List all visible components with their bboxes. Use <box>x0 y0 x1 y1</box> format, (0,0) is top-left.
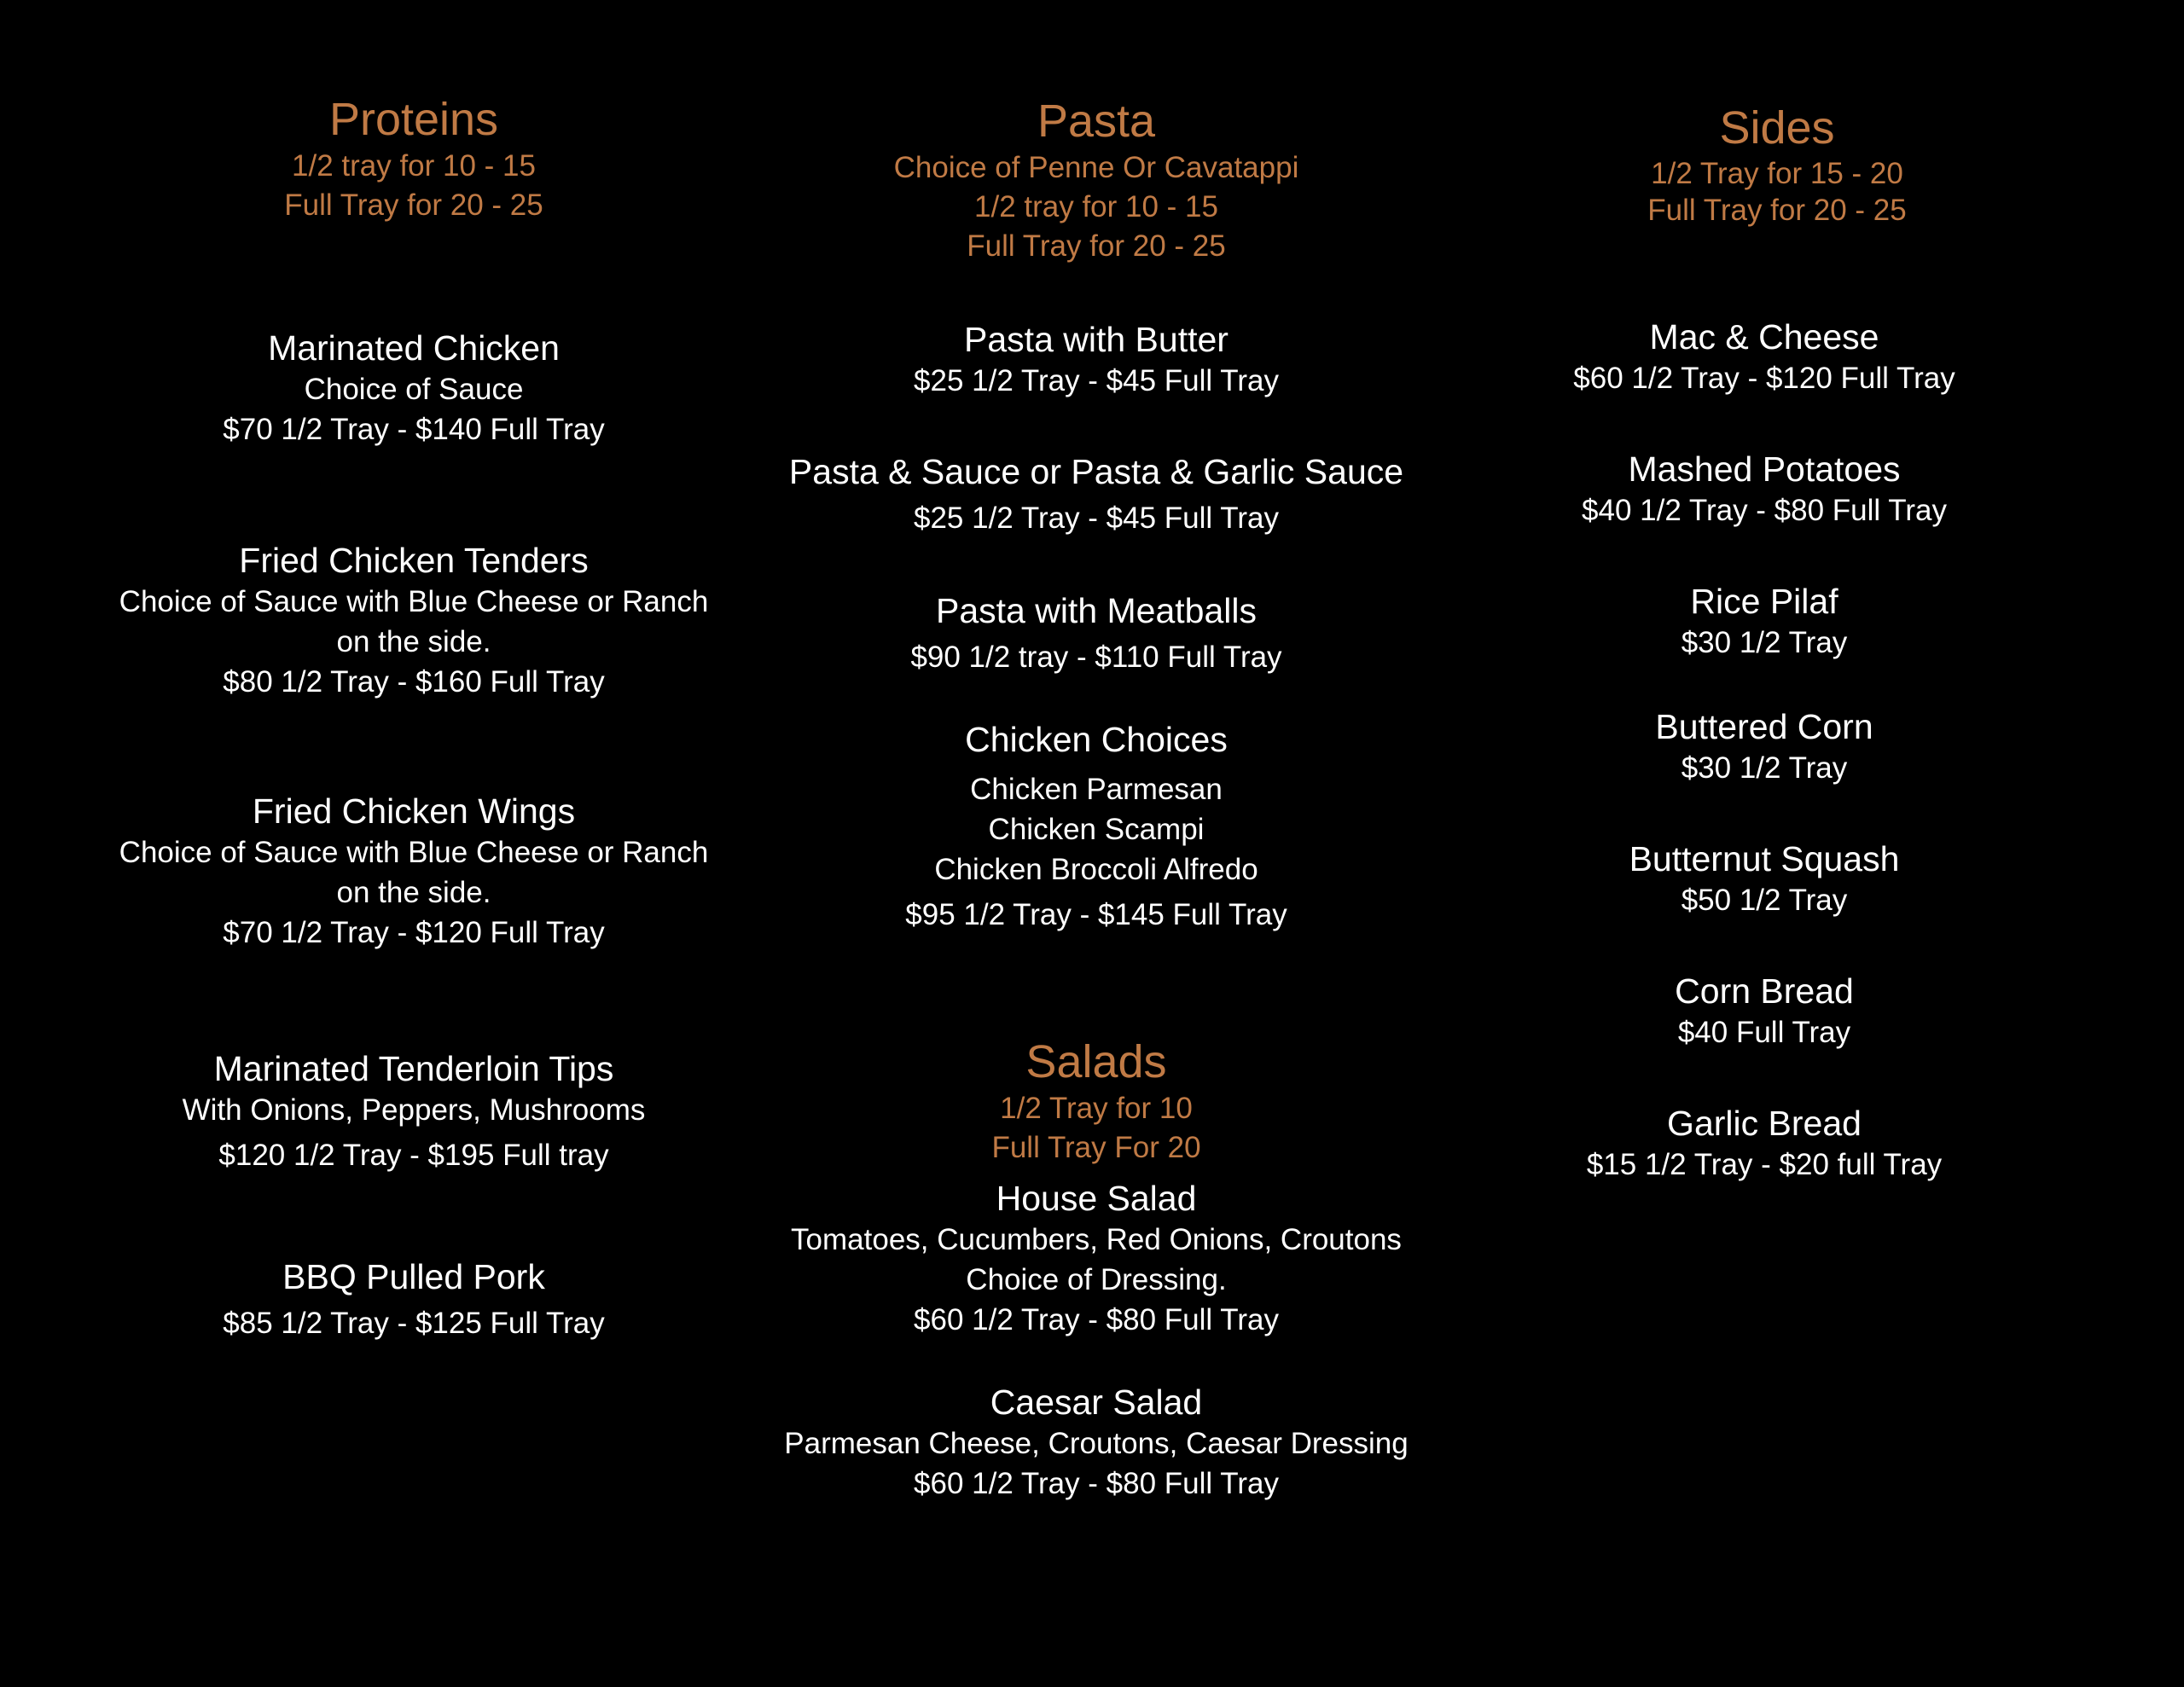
item-price: $40 1/2 Tray - $80 Full Tray <box>1582 494 1947 527</box>
salads-note-1: 1/2 Tray for 10 <box>1000 1092 1193 1125</box>
proteins-header <box>284 92 543 225</box>
item-option: Chicken Scampi <box>988 813 1205 846</box>
item-name: House Salad <box>996 1179 1197 1218</box>
item-name: Marinated Tenderloin Tips <box>213 1049 614 1088</box>
item-description: Choice of Dressing. <box>966 1263 1227 1296</box>
item-price: $95 1/2 Tray - $145 Full Tray <box>905 898 1287 931</box>
pasta-note-1: Choice of Penne Or Cavatappi <box>893 151 1299 184</box>
proteins-note-2: Full Tray for 20 - 25 <box>284 188 543 222</box>
sides-header <box>1647 101 1906 229</box>
item-name: BBQ Pulled Pork <box>282 1257 545 1296</box>
item-description: on the side. <box>336 876 491 909</box>
item-description: Choice of Sauce with Blue Cheese or Ranch <box>119 585 709 618</box>
item-price: $60 1/2 Tray - $120 Full Tray <box>1573 362 1955 395</box>
item-description: Parmesan Cheese, Croutons, Caesar Dressing <box>784 1427 1409 1460</box>
sides-note-2: Full Tray for 20 - 25 <box>1647 194 1907 227</box>
sides-note-1: 1/2 Tray for 15 - 20 <box>1651 157 1903 190</box>
pasta-note-3: Full Tray for 20 - 25 <box>967 229 1226 263</box>
item-price: $30 1/2 Tray <box>1681 626 1848 659</box>
item-name: Mashed Potatoes <box>1628 449 1901 489</box>
menu-item-house-salad <box>791 1177 1402 1340</box>
item-name: Mac & Cheese <box>1649 317 1879 357</box>
item-price: $85 1/2 Tray - $125 Full Tray <box>223 1307 605 1340</box>
pasta-title: Pasta <box>1037 96 1156 147</box>
item-description: on the side. <box>336 625 491 658</box>
pasta-header <box>894 94 1299 266</box>
sides-title: Sides <box>1719 102 1835 154</box>
item-name: Caesar Salad <box>990 1383 1203 1422</box>
item-price: $50 1/2 Tray <box>1681 884 1848 917</box>
menu-item-bbq-pulled-pork <box>223 1255 604 1343</box>
menu-item-caesar-salad <box>784 1381 1408 1504</box>
menu-item-garlic-bread <box>1587 1102 1942 1185</box>
item-price: $25 1/2 Tray - $45 Full Tray <box>914 364 1279 397</box>
menu-item-rice-pilaf <box>1682 580 1848 663</box>
item-description: Choice of Sauce <box>304 373 524 406</box>
menu-item-fried-chicken-wings <box>119 790 709 953</box>
item-name: Chicken Choices <box>965 720 1228 759</box>
menu-item-marinated-chicken <box>223 327 604 449</box>
proteins-note-1: 1/2 tray for 10 - 15 <box>292 149 536 183</box>
pasta-note-2: 1/2 tray for 10 - 15 <box>974 190 1218 223</box>
item-name: Rice Pilaf <box>1690 582 1838 621</box>
item-price: $120 1/2 Tray - $195 Full tray <box>218 1139 609 1172</box>
item-price: $90 1/2 tray - $110 Full Tray <box>910 641 1282 674</box>
proteins-title: Proteins <box>328 94 499 145</box>
item-name: Pasta with Butter <box>964 320 1228 359</box>
menu-item-marinated-tenderloin-tips <box>183 1047 646 1175</box>
menu-item-chicken-choices <box>905 718 1287 935</box>
item-description: Tomatoes, Cucumbers, Red Onions, Croutons <box>791 1223 1402 1256</box>
item-name: Marinated Chicken <box>268 328 560 368</box>
item-name: Fried Chicken Tenders <box>239 541 589 580</box>
item-name: Garlic Bread <box>1667 1104 1862 1143</box>
menu-item-butternut-squash <box>1629 838 1900 920</box>
salads-note-2: Full Tray For 20 <box>991 1131 1201 1164</box>
item-price: $25 1/2 Tray - $45 Full Tray <box>914 501 1279 535</box>
menu-item-mac-and-cheese <box>1573 316 1955 398</box>
menu-item-buttered-corn <box>1655 705 1873 788</box>
item-description: With Onions, Peppers, Mushrooms <box>182 1093 646 1127</box>
item-price: $60 1/2 Tray - $80 Full Tray <box>914 1467 1279 1500</box>
menu-item-pasta-with-meatballs <box>910 589 1281 677</box>
item-description: Choice of Sauce with Blue Cheese or Ranch <box>119 836 709 869</box>
item-price: $15 1/2 Tray - $20 full Tray <box>1586 1148 1943 1181</box>
item-name: Butternut Squash <box>1629 839 1900 878</box>
item-option: Chicken Parmesan <box>970 773 1223 806</box>
item-name: Fried Chicken Wings <box>252 791 576 831</box>
salads-title: Salads <box>1025 1036 1167 1087</box>
menu-item-pasta-with-butter <box>914 318 1279 401</box>
salads-header <box>991 1035 1200 1168</box>
item-name: Pasta & Sauce or Pasta & Garlic Sauce <box>788 452 1404 491</box>
item-name: Corn Bread <box>1675 971 1854 1011</box>
menu-item-corn-bread <box>1675 970 1854 1052</box>
item-name: Buttered Corn <box>1655 707 1873 746</box>
menu-item-pasta-and-sauce <box>789 450 1403 538</box>
item-price: $80 1/2 Tray - $160 Full Tray <box>223 665 605 699</box>
item-price: $40 Full Tray <box>1677 1016 1851 1049</box>
item-price: $60 1/2 Tray - $80 Full Tray <box>914 1303 1279 1336</box>
item-price: $70 1/2 Tray - $140 Full Tray <box>223 413 605 446</box>
menu-item-mashed-potatoes <box>1582 448 1947 530</box>
menu-item-fried-chicken-tenders <box>119 539 709 702</box>
item-price: $70 1/2 Tray - $120 Full Tray <box>223 916 605 949</box>
item-price: $30 1/2 Tray <box>1681 751 1848 785</box>
item-option: Chicken Broccoli Alfredo <box>934 853 1258 886</box>
item-name: Pasta with Meatballs <box>935 591 1257 630</box>
